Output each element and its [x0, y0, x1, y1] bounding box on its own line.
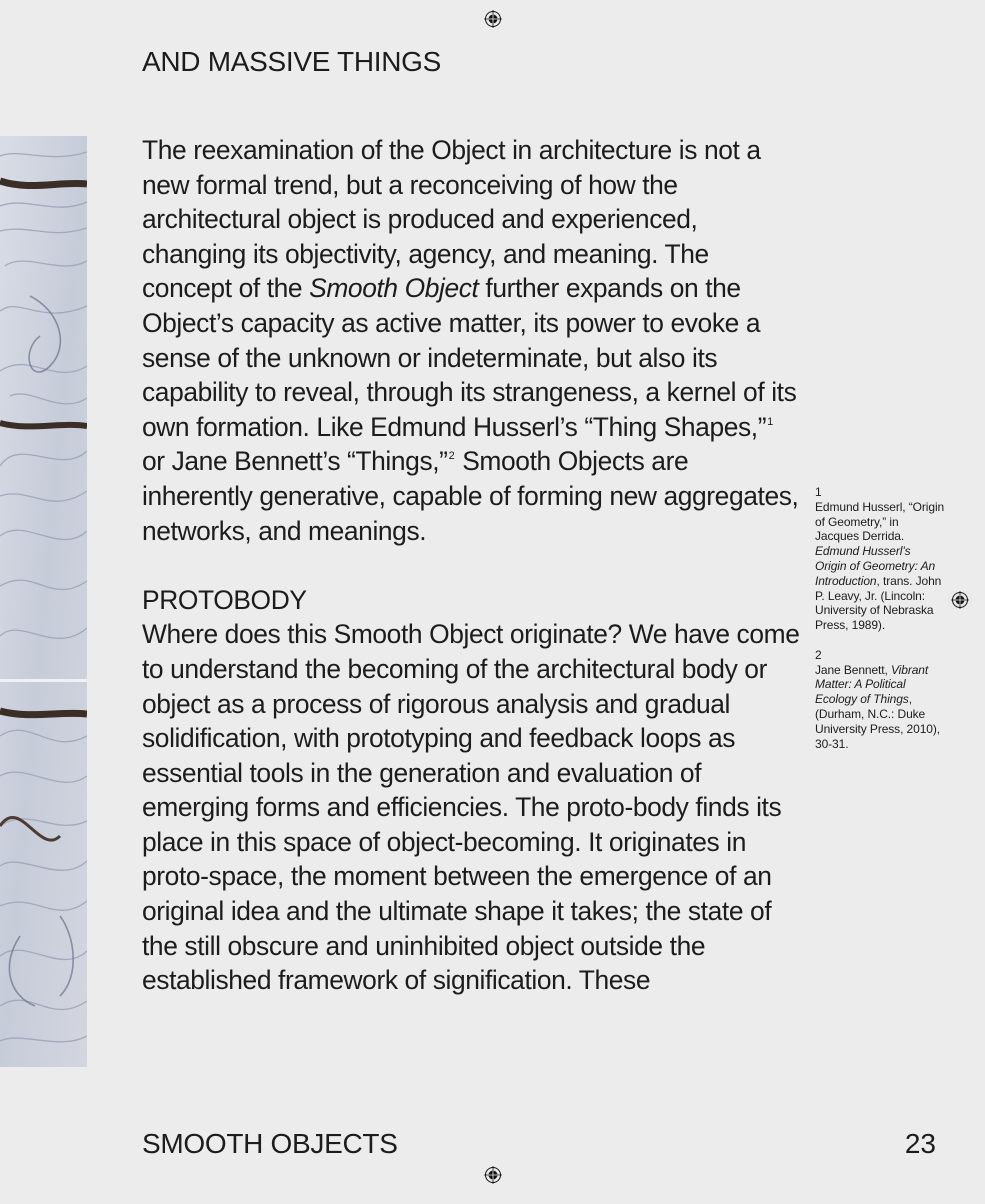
registration-mark-icon: [951, 591, 969, 609]
running-head: AND MASSIVE THINGS: [142, 46, 442, 77]
footnote: [815, 485, 945, 633]
footnote: [815, 648, 945, 752]
footnote-ref-2: 2: [448, 450, 455, 463]
registration-mark-icon: [484, 1166, 502, 1184]
main-text: [142, 133, 802, 998]
registration-mark-icon: [484, 10, 502, 28]
section-heading: PROTOBODY: [142, 584, 307, 615]
footnotes: [815, 485, 945, 766]
running-foot: SMOOTH OBJECTS: [142, 1128, 398, 1159]
italic-term: Smooth Object: [309, 273, 479, 304]
footnote-text: Jane Bennett, Vibrant Matter: A Political Ecology of Things, (Durham, N.C.: Duke University Press, 2010), 30-31.: [815, 662, 940, 751]
footnote-number: 1: [815, 485, 822, 499]
footnote-number: 2: [815, 647, 822, 662]
paragraph-1: The reexamination of the Object in architecture is not a new formal trend, but a reconceiving of how the architectural object is produced and experienced, changing its objectivity, agency, and meaning. The concept of the Smooth Object further expands on the Object’s capacity as active matter, its power to evoke a sense of the unknown or indeterminate, but also its capability to reveal, through its strangeness, a kernel of its own formation. Like Edmund Husserl’s “Thing Shapes,”$^1$ or Jane Bennett’s “Things,”$^2$ Smooth Objects are inherently generative, capable of forming new aggregates, networks, and meanings.: [142, 135, 799, 546]
paragraph-2: Where does this Smooth Object originate? We have come to understand the becoming of the architectural body or object as a process of rigorous analysis and gradual solidification, with prototyping and feedback loops as essential tools in the generation and evaluation of emerging forms and efficiencies. The proto-body finds its place in this space of object-becoming. It originates in proto-space, the moment between the emergence of an original idea and the ultimate shape it takes; the state of the still obscure and uninhibited object outside the established framework of signification. These: [142, 619, 800, 996]
footnote-text: Edmund Husserl, “Origin of Geometry,” in Jacques Derrida. Edmund Husserl’s Origin of Geometry: An Introduction, trans. John P. Leavy, Jr. (Lincoln: University of Nebraska Press, 1989).: [815, 499, 945, 633]
wood-grain-photo: [0, 136, 87, 1067]
footnote-ref-1: 1: [767, 415, 773, 428]
page-number: 23: [904, 1128, 936, 1159]
